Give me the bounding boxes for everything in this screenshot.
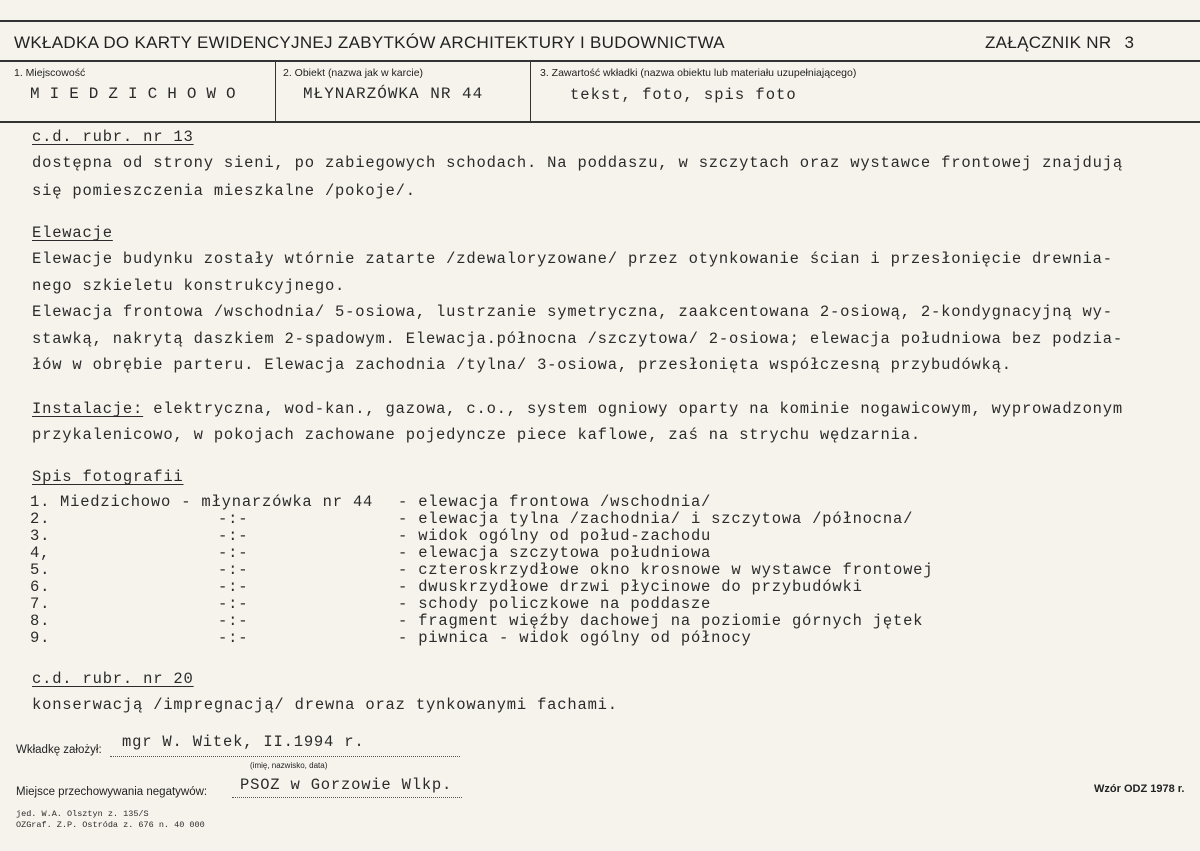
text-line: dostępna od strony sieni, po zabiegowych schodach. Na poddaszu, w szczytach oraz wystawce frontowej znajdują xyxy=(32,154,1123,172)
text-line: nego szkieletu konstrukcyjnego. xyxy=(32,277,346,295)
prepared-by-hint: (imię, nazwisko, data) xyxy=(250,761,328,770)
prepared-by-label: Wkładkę założył: xyxy=(16,744,102,756)
photo-list-item xyxy=(32,527,1182,544)
prepared-by-line xyxy=(110,756,460,757)
photo-description: - fragment więźby dachowej na poziomie górnych jętek xyxy=(398,612,924,630)
photo-list-item xyxy=(32,510,1182,527)
text-line: łów w obrębie parteru. Elewacja zachodnia /tylna/ 3-osiowa, przesłonięta współczesną przybudówką. xyxy=(32,356,1012,374)
section-heading-cd-13: c.d. rubr. nr 13 xyxy=(32,128,194,146)
photo-number: 4, xyxy=(30,544,51,562)
printer-line-1: jed. W.A. Olsztyn z. 135/S xyxy=(16,809,149,819)
photo-number: 3. xyxy=(30,527,51,545)
photo-list-item xyxy=(32,595,1182,612)
fields-bottom-border xyxy=(0,121,1200,123)
printer-line-2: OZGraf. Z.P. Ostróda z. 676 n. 40 000 xyxy=(16,820,205,830)
text-line: się pomieszczenia mieszkalne /pokoje/. xyxy=(32,182,416,200)
photo-subject: -:- xyxy=(218,595,249,613)
photo-list-item xyxy=(32,629,1182,646)
photo-subject: -:- xyxy=(218,544,249,562)
header-divider xyxy=(0,60,1200,62)
field-label-object: 2. Obiekt (nazwa jak w karcie) xyxy=(283,67,424,79)
text-line: stawką, nakrytą daszkiem 2-spadowym. Elewacja.północna /szczytowa/ 2-osiowa; elewacja południowa bez podzia- xyxy=(32,330,1123,348)
field-divider-2 xyxy=(530,60,531,122)
photo-number: 5. xyxy=(30,561,51,579)
photo-subject: -:- xyxy=(218,527,249,545)
photo-number: 8. xyxy=(30,612,51,630)
negatives-location-label: Miejsce przechowywania negatywów: xyxy=(16,786,208,798)
photo-list-item xyxy=(32,544,1182,561)
photo-number: 6. xyxy=(30,578,51,596)
top-border xyxy=(0,20,1200,22)
installations-paragraph xyxy=(32,400,1123,418)
text-line: Elewacja frontowa /wschodnia/ 5-osiowa, lustrzanie symetryczna, zaakcentowana 2-osiową, 2-kondygnacyjną wy- xyxy=(32,303,1113,321)
attachment-label xyxy=(985,33,1134,53)
photo-list-item xyxy=(32,578,1182,595)
field-value-object: MŁYNARZÓWKA NR 44 xyxy=(303,85,484,103)
text-line: konserwacją /impregnacją/ drewna oraz tynkowanymi fachami. xyxy=(32,696,618,714)
photo-description: - dwuskrzydłowe drzwi płycinowe do przybudówki xyxy=(398,578,863,596)
field-label-locality: 1. Miejscowość xyxy=(14,67,86,79)
photo-description: - czteroskrzydłowe okno krosnowe w wystawce frontowej xyxy=(398,561,934,579)
form-title: WKŁADKA DO KARTY EWIDENCYJNEJ ZABYTKÓW ARCHITEKTURY I BUDOWNICTWA xyxy=(14,33,725,52)
section-heading-elevations: Elewacje xyxy=(32,224,113,242)
photo-subject: Miedzichowo - młynarzówka nr 44 xyxy=(60,493,374,511)
photo-description: - schody policzkowe na poddasze xyxy=(398,595,712,613)
photo-description: - elewacja szczytowa południowa xyxy=(398,544,712,562)
photo-subject: -:- xyxy=(218,510,249,528)
photo-description: - widok ogólny od połud-zachodu xyxy=(398,527,712,545)
attachment-number: 3 xyxy=(1124,33,1135,52)
photo-number: 9. xyxy=(30,629,51,647)
field-value-contents: tekst, foto, spis foto xyxy=(570,86,797,104)
photo-description: - piwnica - widok ogólny od północy xyxy=(398,629,752,647)
section-heading-cd-20: c.d. rubr. nr 20 xyxy=(32,670,194,688)
photo-number: 1. xyxy=(30,493,51,511)
photo-description: - elewacja frontowa /wschodnia/ xyxy=(398,493,712,511)
photo-subject: -:- xyxy=(218,578,249,596)
section-heading-photo-list: Spis fotografii xyxy=(32,468,184,486)
photo-list xyxy=(32,493,1182,653)
field-divider-1 xyxy=(275,60,276,122)
photo-subject: -:- xyxy=(218,612,249,630)
form-pattern: Wzór ODZ 1978 r. xyxy=(1094,783,1185,795)
attachment-label-text: ZAŁĄCZNIK NR xyxy=(985,33,1112,52)
photo-list-item xyxy=(32,561,1182,578)
section-heading-installations: Instalacje: xyxy=(32,400,144,418)
negatives-location-value: PSOZ w Gorzowie Wlkp. xyxy=(240,776,453,794)
text-line: elektryczna, wod-kan., gazowa, c.o., system ogniowy oparty na kominie nogawicowym, wyprowadzonym xyxy=(143,400,1123,418)
photo-description: - elewacja tylna /zachodnia/ i szczytowa /północna/ xyxy=(398,510,914,528)
photo-number: 7. xyxy=(30,595,51,613)
text-line: przykalenicowo, w pokojach zachowane pojedyncze piece kaflowe, zaś na strychu wędzarnia. xyxy=(32,426,921,444)
negatives-location-line xyxy=(232,797,462,798)
photo-number: 2. xyxy=(30,510,51,528)
field-label-contents: 3. Zawartość wkładki (nazwa obiektu lub materiału uzupełniającego) xyxy=(540,67,857,79)
prepared-by-value: mgr W. Witek, II.1994 r. xyxy=(122,733,365,751)
field-value-locality: MIEDZICHOWO xyxy=(30,85,246,103)
photo-list-item xyxy=(32,493,1182,510)
photo-list-item xyxy=(32,612,1182,629)
text-line: Elewacje budynku zostały wtórnie zatarte /zdewaloryzowane/ przez otynkowanie ścian i przesłonięcie drewnia- xyxy=(32,250,1113,268)
photo-subject: -:- xyxy=(218,629,249,647)
photo-subject: -:- xyxy=(218,561,249,579)
